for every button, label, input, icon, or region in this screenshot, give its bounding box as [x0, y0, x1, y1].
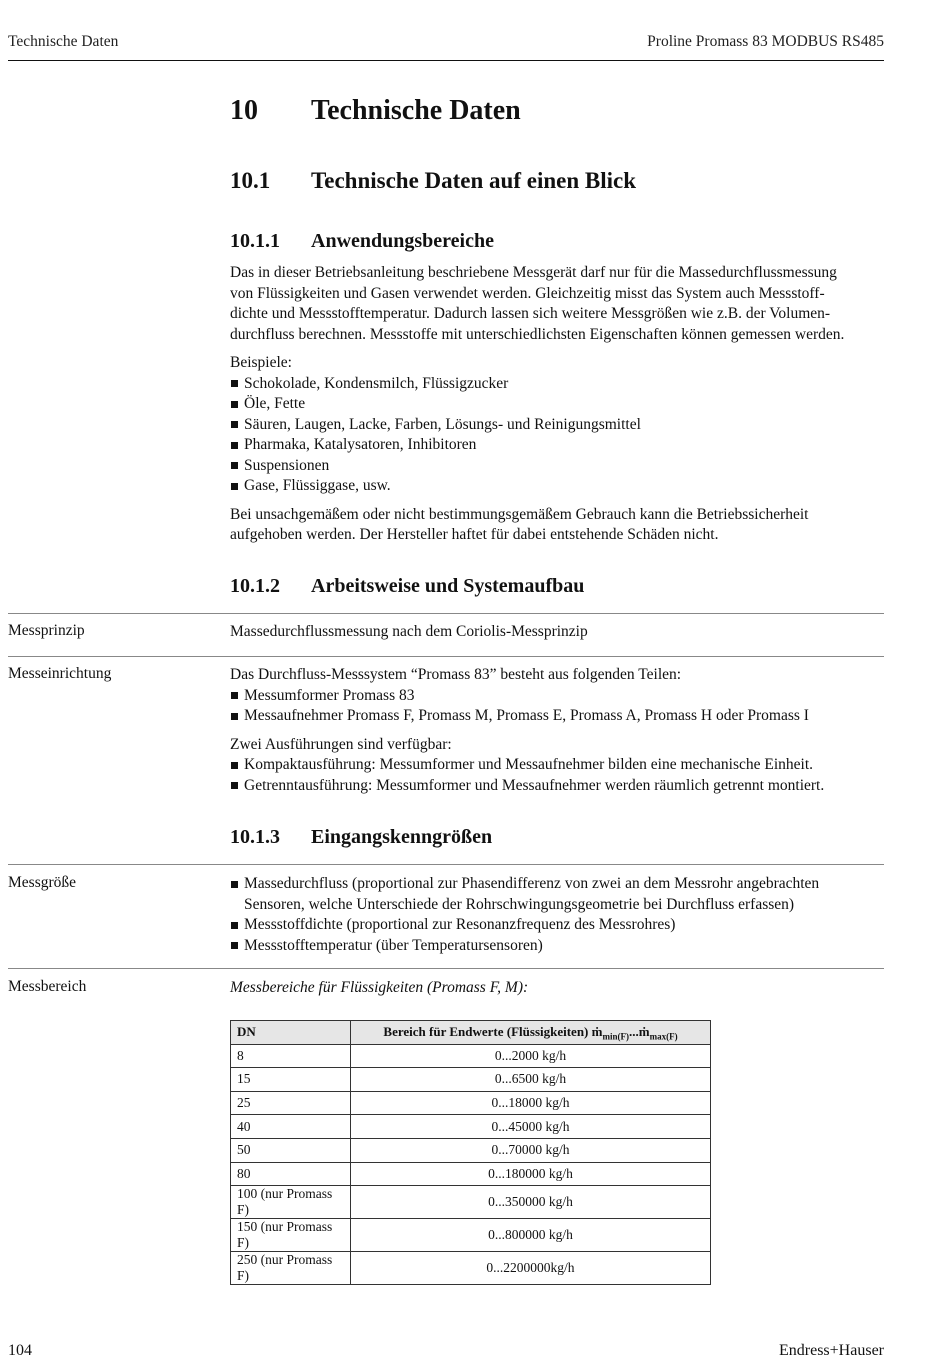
messgroesse-label: Messgröße: [8, 874, 77, 891]
list-item: Säuren, Laugen, Lacke, Farben, Lösungs- und Reinigungsmittel: [230, 415, 886, 436]
messprinzip-label: Messprinzip: [8, 622, 85, 639]
messeinrichtung-list: [230, 686, 886, 727]
text-line: aufgehoben werden. Der Hersteller haftet für dabei entstehende Schäden nicht.: [230, 526, 719, 543]
section-heading: [230, 168, 636, 194]
versions-intro: Zwei Ausführungen sind verfügbar:: [230, 735, 452, 753]
cell-range: 0...2000 kg/h: [351, 1044, 711, 1068]
chapter-number: 10: [230, 95, 258, 126]
page-number: 104: [8, 1342, 32, 1359]
text-line: Massedurchfluss (proportional zur Phasendifferenz von zwei an dem Messrohr angebrachten: [244, 875, 820, 892]
messeinrichtung-intro: Das Durchfluss-Messsystem “Promass 83” besteht aus folgenden Teilen:: [230, 666, 682, 683]
row-divider: [8, 968, 884, 969]
table-row: [231, 1091, 711, 1115]
list-item: Gase, Flüssiggase, usw.: [230, 476, 886, 497]
table-row: [231, 1252, 711, 1285]
table-row: [231, 1068, 711, 1092]
range-header-text: Bereich für Endwerte (Flüssigkeiten): [383, 1023, 592, 1039]
table-row: [231, 1138, 711, 1162]
mass-flow-symbol: ṁ: [638, 1023, 650, 1039]
list-item: [230, 874, 886, 915]
header-divider: [8, 60, 884, 61]
text-line: Bei unsachgemäßem oder nicht bestimmungsgemäßem Gebrauch kann die Betriebssicherheit: [230, 505, 809, 523]
cell-dn: 25: [231, 1091, 351, 1115]
subsection-heading-eingangskenngroessen: [230, 826, 492, 849]
table-row: [231, 1186, 711, 1219]
cell-dn: 100 (nur Promass F): [231, 1186, 351, 1219]
list-item: Öle, Fette: [230, 394, 886, 415]
table-row: [231, 1115, 711, 1139]
subsection-heading-anwendungsbereiche: [230, 230, 494, 253]
intro-paragraph: [230, 263, 886, 345]
chapter-heading: [230, 95, 521, 127]
subsection-title: Anwendungsbereiche: [311, 230, 494, 252]
list-item: Schokolade, Kondensmilch, Flüssigzucker: [230, 374, 886, 395]
row-divider: [8, 613, 884, 614]
list-item: Messstoffdichte (proportional zur Resonanzfrequenz des Messrohres): [230, 915, 886, 936]
cell-dn: 150 (nur Promass F): [231, 1219, 351, 1252]
range-dots: ...: [628, 1023, 639, 1039]
list-item: Suspensionen: [230, 456, 886, 477]
list-item: Getrenntausführung: Messumformer und Messaufnehmer werden räumlich getrennt montiert.: [230, 776, 886, 797]
list-item: Kompaktausführung: Messumformer und Messaufnehmer bilden eine mechanische Einheit.: [230, 755, 886, 776]
chapter-title: Technische Daten: [311, 95, 521, 126]
cell-range: 0...6500 kg/h: [351, 1068, 711, 1092]
warning-paragraph: [230, 505, 886, 546]
section-number: 10.1: [230, 168, 271, 193]
messgroesse-body: [230, 874, 886, 956]
table-header-row: [231, 1021, 711, 1045]
examples-label: Beispiele:: [230, 354, 292, 371]
text-line: Das in dieser Betriebsanleitung beschriebene Messgerät darf nur für die Massedurchflussmessung: [230, 264, 837, 281]
row-divider: [8, 656, 884, 657]
subscript-min: min(F): [602, 1031, 629, 1042]
cell-range: 0...45000 kg/h: [351, 1115, 711, 1139]
table-row: [231, 1219, 711, 1252]
subsection-number: 10.1.1: [230, 230, 280, 252]
cell-dn: 50: [231, 1138, 351, 1162]
table-row: [231, 1162, 711, 1186]
cell-dn: 15: [231, 1068, 351, 1092]
cell-range: 0...800000 kg/h: [351, 1219, 711, 1252]
versions-list: [230, 755, 886, 796]
cell-dn: 8: [231, 1044, 351, 1068]
subscript-max: max(F): [649, 1031, 678, 1042]
subsection-heading-arbeitsweise: [230, 575, 584, 598]
subsection-number: 10.1.2: [230, 575, 280, 597]
list-item: Messumformer Promass 83: [230, 686, 886, 707]
running-header-product: Proline Promass 83 MODBUS RS485: [647, 33, 884, 50]
examples-list: [230, 374, 886, 497]
cell-dn: 250 (nur Promass F): [231, 1252, 351, 1285]
messprinzip-value: Massedurchflussmessung nach dem Coriolis-Messprinzip: [230, 623, 588, 640]
messbereich-label: Messbereich: [8, 978, 87, 995]
cell-range: 0...70000 kg/h: [351, 1138, 711, 1162]
section-title: Technische Daten auf einen Blick: [311, 168, 637, 193]
text-line: Sensoren, welche Unterschiede der Rohrschwingungsgeometrie bei Durchfluss erfassen): [244, 895, 795, 913]
list-item: Messstofftemperatur (über Temperatursensoren): [230, 936, 886, 957]
cell-range: 0...180000 kg/h: [351, 1162, 711, 1186]
list-item: Pharmaka, Katalysatoren, Inhibitoren: [230, 435, 886, 456]
cell-dn: 80: [231, 1162, 351, 1186]
text-line: dichte und Messstofftemperatur. Dadurch lassen sich weitere Messgrößen wie z.B. der Volumen-: [230, 305, 831, 322]
running-header-section: Technische Daten: [8, 33, 119, 50]
messbereich-caption: Messbereiche für Flüssigkeiten (Promass F, M):: [230, 979, 529, 996]
mass-flow-symbol: ṁ: [591, 1023, 603, 1039]
subsection-title: Arbeitsweise und Systemaufbau: [311, 575, 585, 597]
cell-range: 0...2200000kg/h: [351, 1252, 711, 1285]
measurement-range-table: [230, 1020, 711, 1285]
subsection-number: 10.1.3: [230, 826, 280, 848]
list-item: Messaufnehmer Promass F, Promass M, Promass E, Promass A, Promass H oder Promass I: [230, 706, 886, 727]
messeinrichtung-body: [230, 665, 886, 796]
row-divider: [8, 864, 884, 865]
cell-range: 0...350000 kg/h: [351, 1186, 711, 1219]
subsection-title: Eingangskenngrößen: [311, 826, 493, 848]
text-line: durchfluss berechnen. Messstoffe mit unterschiedlichsten Eigenschaften können gemessen werden.: [230, 325, 845, 343]
messgroesse-list: [230, 874, 886, 956]
column-header-range: [351, 1021, 711, 1045]
cell-range: 0...18000 kg/h: [351, 1091, 711, 1115]
cell-dn: 40: [231, 1115, 351, 1139]
messeinrichtung-label: Messeinrichtung: [8, 665, 112, 682]
footer-brand: Endress+Hauser: [779, 1342, 884, 1359]
table-row: [231, 1044, 711, 1068]
anwendungsbereiche-body: [230, 263, 886, 546]
text-line: von Flüssigkeiten und Gasen verwendet werden. Gleichzeitig misst das System auch Messstoff-: [230, 284, 825, 302]
column-header-dn: DN: [231, 1021, 351, 1045]
